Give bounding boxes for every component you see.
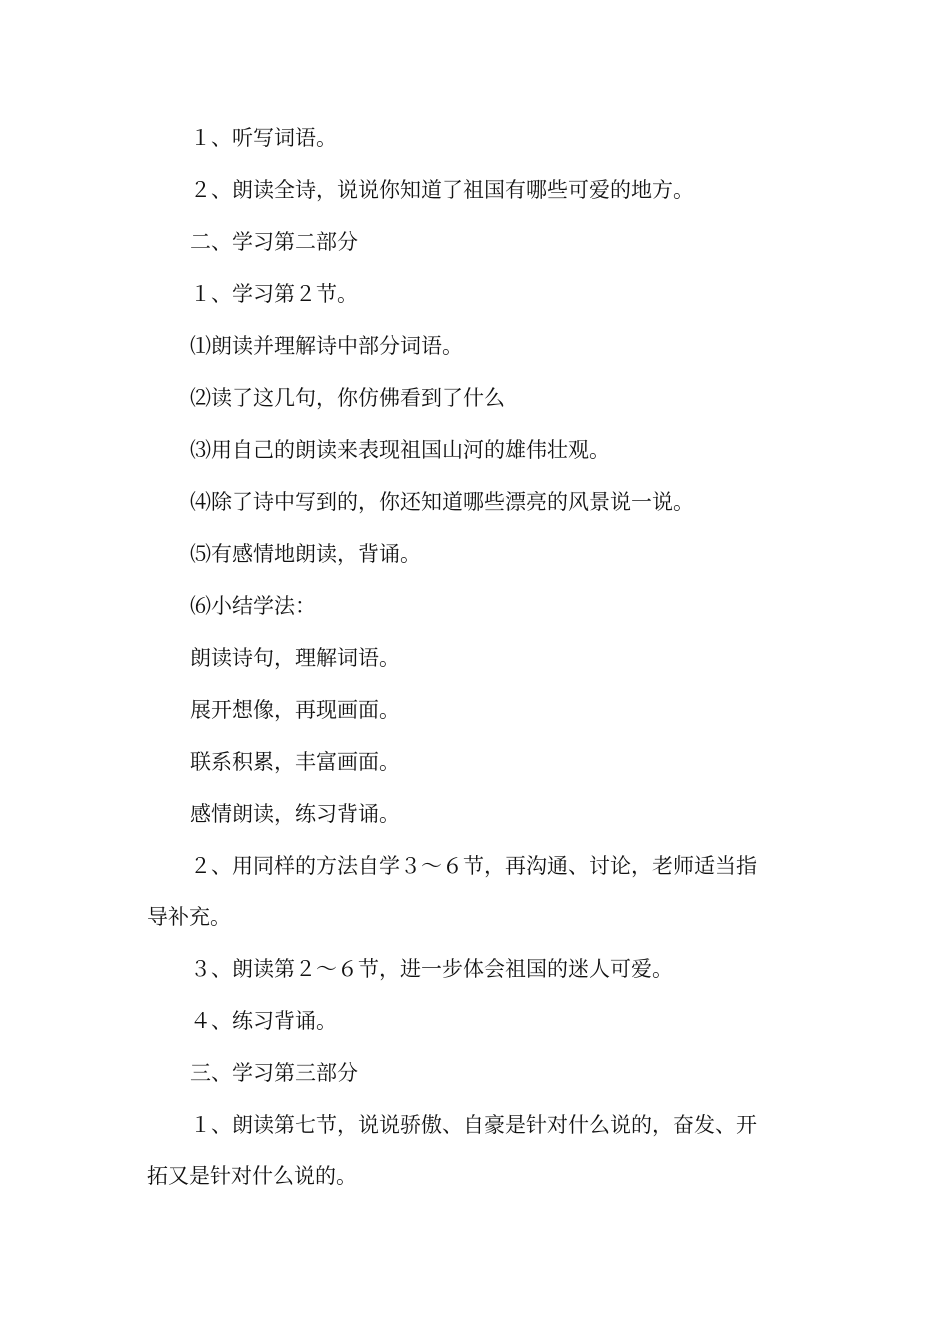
text-line-item-1: ⑴朗读并理解诗中部分词语。 (190, 334, 463, 358)
text-line-item-4: ⑷除了诗中写到的，你还知道哪些漂亮的风景说一说。 (190, 490, 694, 514)
text-line-item-5: ⑸有感情地朗读，背诵。 (190, 542, 421, 566)
text-line-method-2: 展开想像，再现画面。 (190, 698, 400, 722)
text-line-item-3: ⑶用自己的朗读来表现祖国山河的雄伟壮观。 (190, 438, 610, 462)
text-line-self-study: ２、用同样的方法自学３～６节，再沟通、讨论，老师适当指 (190, 854, 757, 878)
section-heading-part-three: 三、学习第三部分 (190, 1061, 358, 1085)
text-line-read-poem: ２、朗读全诗，说说你知道了祖国有哪些可爱的地方。 (190, 178, 694, 202)
text-line-read-section-7: １、朗读第七节，说说骄傲、自豪是针对什么说的，奋发、开 (190, 1113, 757, 1137)
text-line-method-1: 朗读诗句，理解词语。 (190, 646, 400, 670)
text-line-recite: ４、练习背诵。 (190, 1009, 337, 1033)
text-line-study-section-2: １、学习第２节。 (190, 282, 358, 306)
section-heading-part-two: 二、学习第二部分 (190, 230, 358, 254)
text-line-method-4: 感情朗读，练习背诵。 (190, 802, 400, 826)
text-line-read-sections: ３、朗读第２～６节，进一步体会祖国的迷人可爱。 (190, 957, 673, 981)
text-line-self-study-cont: 导补充。 (147, 905, 231, 929)
text-line-read-section-7-cont: 拓又是针对什么说的。 (147, 1164, 357, 1188)
text-line-method-3: 联系积累，丰富画面。 (190, 750, 400, 774)
text-line-item-2: ⑵读了这几句，你仿佛看到了什么 (190, 386, 505, 410)
text-line-item-6: ⑹小结学法： (190, 594, 316, 618)
text-line-dictation: １、听写词语。 (190, 126, 337, 150)
